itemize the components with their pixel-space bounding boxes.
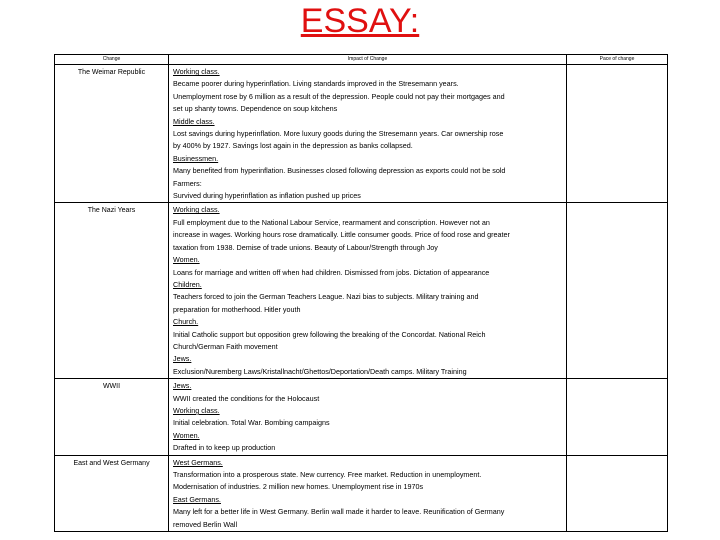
impact-line: removed Berlin Wall <box>173 519 238 529</box>
impact-line: Transformation into a prosperous state. New currency. Free market. Reduction in unemployment. <box>173 470 482 479</box>
change-cell: The Weimar Republic <box>55 65 169 203</box>
impact-cell <box>169 65 567 203</box>
impact-line: Loans for marriage and written off when had children. Dismissed from jobs. Dictation of appearance <box>173 267 490 277</box>
group-heading: Church. <box>173 317 199 327</box>
impact-line: Exclusion/Nuremberg Laws/Kristallnacht/Ghettos/Deportation/Death camps. Military Training <box>173 366 467 376</box>
group-heading: West Germans. <box>173 457 223 467</box>
table-row <box>55 203 668 379</box>
impact-line: Became poorer during hyperinflation. Living standards improved in the Stresemann years. <box>173 79 459 89</box>
impact-line: WWII created the conditions for the Holocaust <box>173 393 320 403</box>
impact-line: Initial celebration. Total War. Bombing campaigns <box>173 418 330 428</box>
group-heading: Children. <box>173 279 202 289</box>
group-heading: East Germans. <box>173 494 221 504</box>
impact-line: Full employment due to the National Labour Service, rearmament and conscription. However not an <box>173 217 490 227</box>
impact-line: Lost savings during hyperinflation. More luxury goods during the Stresemann years. Car ownership rose <box>173 129 504 139</box>
impact-line: preparation for motherhood. Hitler youth <box>173 304 301 314</box>
pace-cell <box>567 65 668 203</box>
group-heading: Jews. <box>173 381 192 391</box>
impact-line: by 400% by 1927. Savings lost again in the depression as banks collapsed. <box>173 141 413 151</box>
impact-line: Many benefited from hyperinflation. Businesses closed following depression as exports could not be sold <box>173 166 506 176</box>
change-cell: The Nazi Years <box>55 203 169 379</box>
change-cell: WWII <box>55 379 169 455</box>
change-cell: East and West Germany <box>55 455 169 531</box>
group-heading: Working class. <box>173 405 220 415</box>
pace-cell <box>567 203 668 379</box>
page-title: ESSAY: <box>300 2 420 40</box>
impact-line: taxation from 1938. Demise of trade unions. Beauty of Labour/Strength through Joy <box>173 242 438 252</box>
impact-line: increase in wages. Working hours rose dramatically. Little consumer goods. Price of food rose and greater <box>173 230 510 240</box>
header-pace: Pace of change <box>567 55 668 65</box>
impact-line: Survived during hyperinflation as inflation pushed up prices <box>173 191 361 201</box>
impact-line: Farmers: <box>173 178 202 188</box>
header-impact: Impact of Change <box>169 55 567 65</box>
group-heading: Women. <box>173 430 200 440</box>
group-heading: Working class. <box>173 67 220 76</box>
impact-line: Drafted in to keep up production <box>173 443 276 453</box>
group-heading: Businessmen. <box>173 153 219 163</box>
group-heading: Jews. <box>173 354 192 364</box>
impact-line: Modernisation of industries. 2 million new homes. Unemployment rise in 1970s <box>173 482 424 492</box>
group-heading: Middle class. <box>173 116 215 126</box>
impact-cell <box>169 203 567 379</box>
impact-line: Unemployment rose by 6 million as a result of the depression. People could not pay their mortgages and <box>173 91 505 101</box>
impact-line: Teachers forced to join the German Teachers League. Nazi bias to subjects. Military training and <box>173 292 479 302</box>
essay-table <box>54 54 668 532</box>
pace-cell <box>567 455 668 531</box>
table-row <box>55 65 668 203</box>
impact-cell <box>169 455 567 531</box>
impact-line: Church/German Faith movement <box>173 341 278 351</box>
header-row <box>55 55 668 65</box>
impact-line: Initial Catholic support but opposition grew following the breaking of the Concordat. National Reich <box>173 329 486 339</box>
table-row <box>55 455 668 531</box>
group-heading: Working class. <box>173 205 220 215</box>
impact-line: set up shanty towns. Dependence on soup kitchens <box>173 104 338 114</box>
table-row <box>55 379 668 455</box>
group-heading: Women. <box>173 255 200 265</box>
pace-cell <box>567 379 668 455</box>
header-change: Change <box>55 55 169 65</box>
impact-line: Many left for a better life in West Germany. Berlin wall made it harder to leave. Reunification of Germany <box>173 507 505 517</box>
impact-cell <box>169 379 567 455</box>
